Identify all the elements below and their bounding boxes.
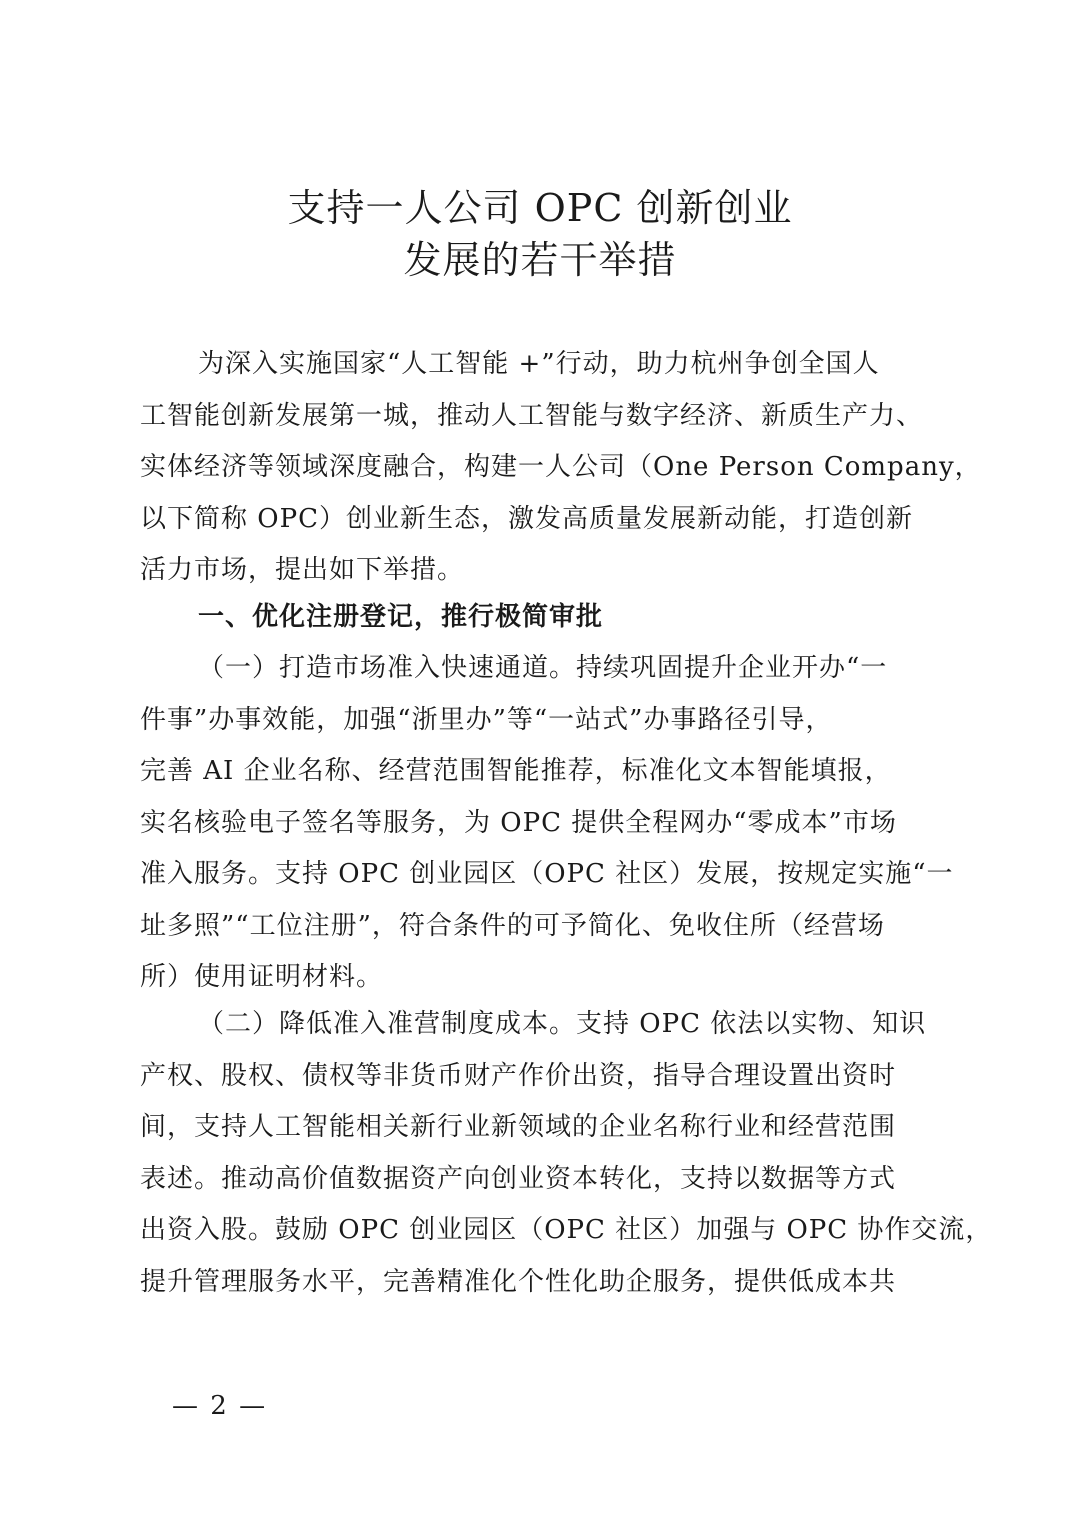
text-line: 间，支持人工智能相关新行业新领域的企业名称行业和经营范围	[140, 1112, 897, 1142]
text-line: 所）使用证明材料。	[140, 962, 384, 992]
text-line: 产权、股权、债权等非货币财产作价出资，指导合理设置出资时	[140, 1060, 897, 1091]
section-heading: 一、优化注册登记，推行极简审批	[198, 602, 604, 632]
item2-paragraph	[140, 999, 993, 1308]
text-line: 以下简称 OPC）创业新生态，激发高质量发展新动能，打造创新	[140, 503, 913, 534]
text-line: 活力市场，提出如下举措。	[140, 555, 465, 585]
text-line: （二）降低准入准营制度成本。支持 OPC 依法以实物、知识	[198, 1009, 927, 1039]
text-line: 出资入股。鼓励 OPC 创业园区（OPC 社区）加强与 OPC 协作交流，	[140, 1215, 993, 1245]
text-line: 工智能创新发展第一城，推动人工智能与数字经济、新质生产力、	[140, 400, 924, 431]
title-line-2: 发展的若干举措	[403, 238, 677, 282]
item1-paragraph	[140, 643, 960, 1004]
text-line: 为深入实施国家“人工智能 +”行动，助力杭州争创全国人	[198, 349, 880, 379]
text-line: 件事”办事效能，加强“浙里办”等“一站式”办事路径引导，	[140, 704, 833, 735]
title-line-1: 支持一人公司 OPC 创新创业	[287, 186, 793, 230]
page-number: — 2 —	[172, 1391, 268, 1421]
text-line: 完善 AI 企业名称、经营范围智能推荐，标准化文本智能填报，	[140, 756, 892, 786]
text-line: 提升管理服务水平，完善精准化个性化助企服务，提供低成本共	[140, 1266, 897, 1297]
text-line: （一）打造市场准入快速通道。持续巩固提升企业开办“一	[198, 653, 888, 683]
text-line: 实体经济等领域深度融合，构建一人公司（One Person Company，	[140, 452, 982, 482]
document-title	[0, 182, 1080, 286]
intro-paragraph	[140, 339, 982, 597]
text-line: 表述。推动高价值数据资产向创业资本转化，支持以数据等方式	[140, 1163, 897, 1194]
text-line: 实名核验电子签名等服务，为 OPC 提供全程网办“零成本”市场	[140, 807, 897, 838]
text-line: 址多照”“工位注册”，符合条件的可予简化、免收住所（经营场	[140, 910, 885, 941]
text-line: 准入服务。支持 OPC 创业园区（OPC 社区）发展，按规定实施“一	[140, 859, 954, 889]
